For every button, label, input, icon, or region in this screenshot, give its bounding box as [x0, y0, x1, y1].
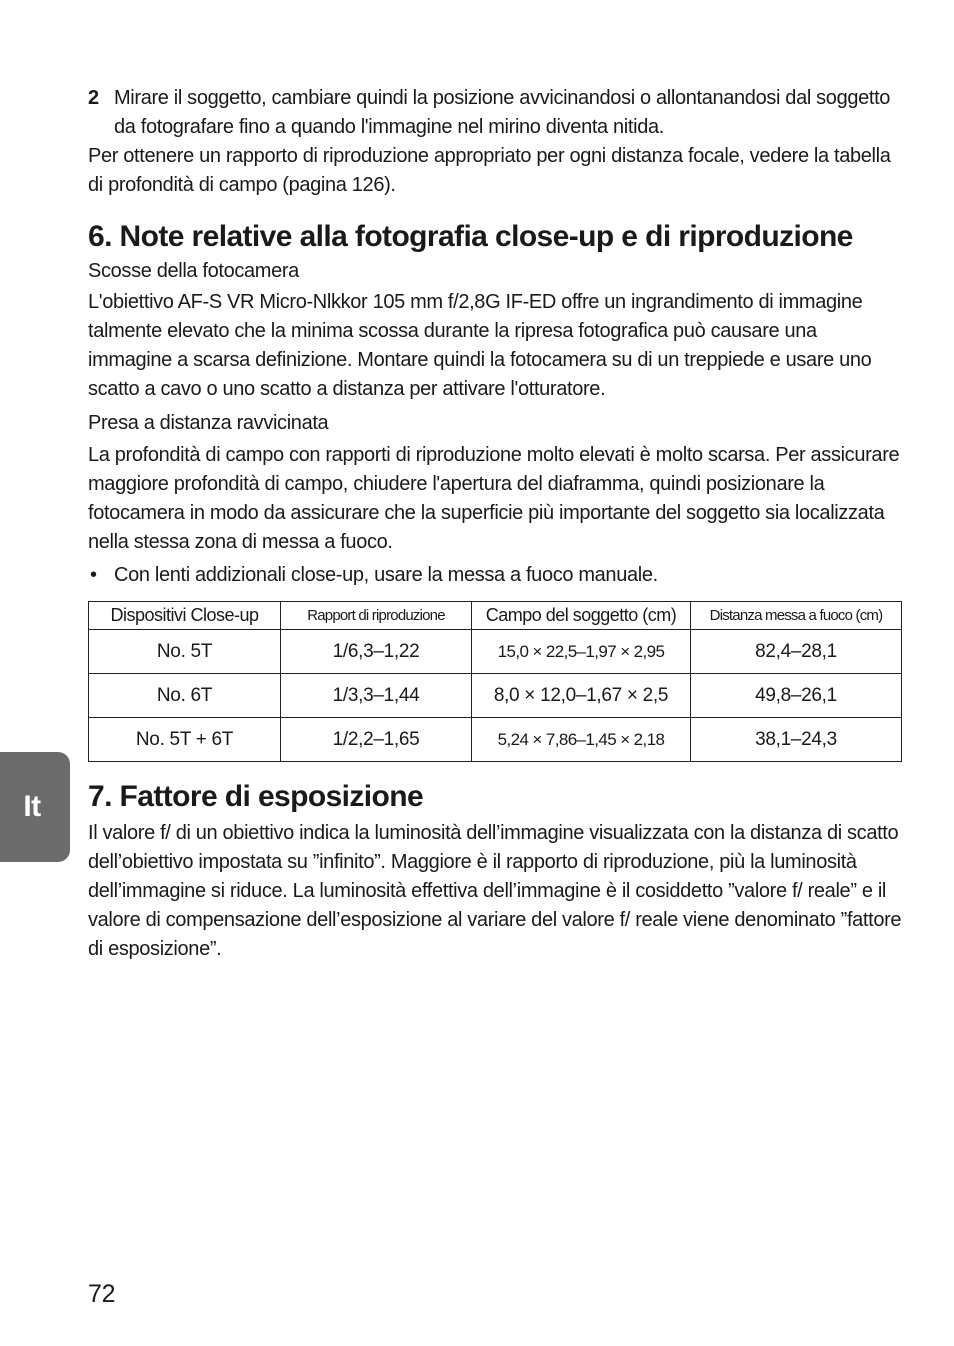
bullet-text: Con lenti addizionali close-up, usare la messa a fuoco manuale. [114, 564, 658, 586]
camera-shake-heading: Scosse della fotocamera [88, 260, 299, 282]
bullet-symbol: • [90, 564, 97, 586]
table-header-cell: Rapport di riproduzione [281, 602, 472, 630]
step-text: Mirare il soggetto, cambiare quindi la posizione avvicinandosi o allontanandosi dal soggetto da fotografare fino a quando l'immagine nel mirino diventa nitida. [114, 87, 891, 138]
table-row [89, 630, 902, 674]
table-cell: 49,8–26,1 [691, 674, 902, 718]
section-7-title: 7. Fattore di esposizione [88, 780, 424, 813]
table-header-cell: Distanza messa a fuoco (cm) [691, 602, 902, 630]
language-tab [0, 752, 70, 862]
intro-paragraph: Per ottenere un rapporto di riproduzione appropriato per ogni distanza focale, vedere la tabella di profondità di campo (pagina 126). [88, 145, 891, 196]
close-range-text: La profondità di campo con rapporti di riproduzione molto elevati è molto scarsa. Per assicurare maggiore profondità di campo, chiudere l'apertura del diaframma, quindi posizionare la fotocamera in modo da assicurare che la superficie più importante del soggetto sia localizzata nella stessa zona di messa a fuoco. [88, 444, 900, 553]
table-cell: 8,0 × 12,0–1,67 × 2,5 [472, 674, 691, 718]
close-up-table [88, 601, 902, 762]
exposure-factor-text: Il valore f/ di un obiettivo indica la luminosità dell’immagine visualizzata con la distanza di scatto dell’obiettivo impostata su ”infinito”. Maggiore è il rapporto di riproduzione, più la luminosità dell’immagine si riduce. La luminosità effettiva dell’immagine è il cosiddetto ”valore f/ reale” e il valore di compensazione dell’esposizione al variare del valore f/ reale viene denominato ”fattore di esposizione”. [88, 822, 902, 960]
page-content [88, 84, 904, 964]
table-cell: 1/3,3–1,44 [281, 674, 472, 718]
bullet-item [88, 561, 904, 590]
table-cell: 5,24 × 7,86–1,45 × 2,18 [472, 718, 691, 762]
table-row [89, 674, 902, 718]
table-cell: 1/6,3–1,22 [281, 630, 472, 674]
table-header-row [89, 602, 902, 630]
step-2 [88, 84, 904, 142]
table-cell: 1/2,2–1,65 [281, 718, 472, 762]
step-number: 2 [88, 87, 99, 109]
table-cell: No. 6T [89, 674, 281, 718]
table-cell: No. 5T + 6T [89, 718, 281, 762]
section-6-title: 6. Note relative alla fotografia close-up e di riproduzione [88, 220, 853, 253]
table-header-cell: Dispositivi Close-up [89, 602, 281, 630]
table-row [89, 718, 902, 762]
camera-shake-text: L'obiettivo AF-S VR Micro-Nlkkor 105 mm f/2,8G IF-ED offre un ingrandimento di immagine talmente elevato che la minima scossa durante la ripresa fotografica può causare una immagine a scarsa definizione. Montare quindi la fotocamera su di un treppiede e usare uno scatto a cavo o uno scatto a distanza per attivare l'otturatore. [88, 291, 872, 400]
table-cell: 15,0 × 22,5–1,97 × 2,95 [472, 630, 691, 674]
table-cell: 82,4–28,1 [691, 630, 902, 674]
close-range-heading: Presa a distanza ravvicinata [88, 412, 329, 434]
table-cell: No. 5T [89, 630, 281, 674]
page-number: 72 [88, 1280, 116, 1308]
language-tab-label: It [23, 790, 41, 823]
table-header-cell: Campo del soggetto (cm) [472, 602, 691, 630]
table-cell: 38,1–24,3 [691, 718, 902, 762]
